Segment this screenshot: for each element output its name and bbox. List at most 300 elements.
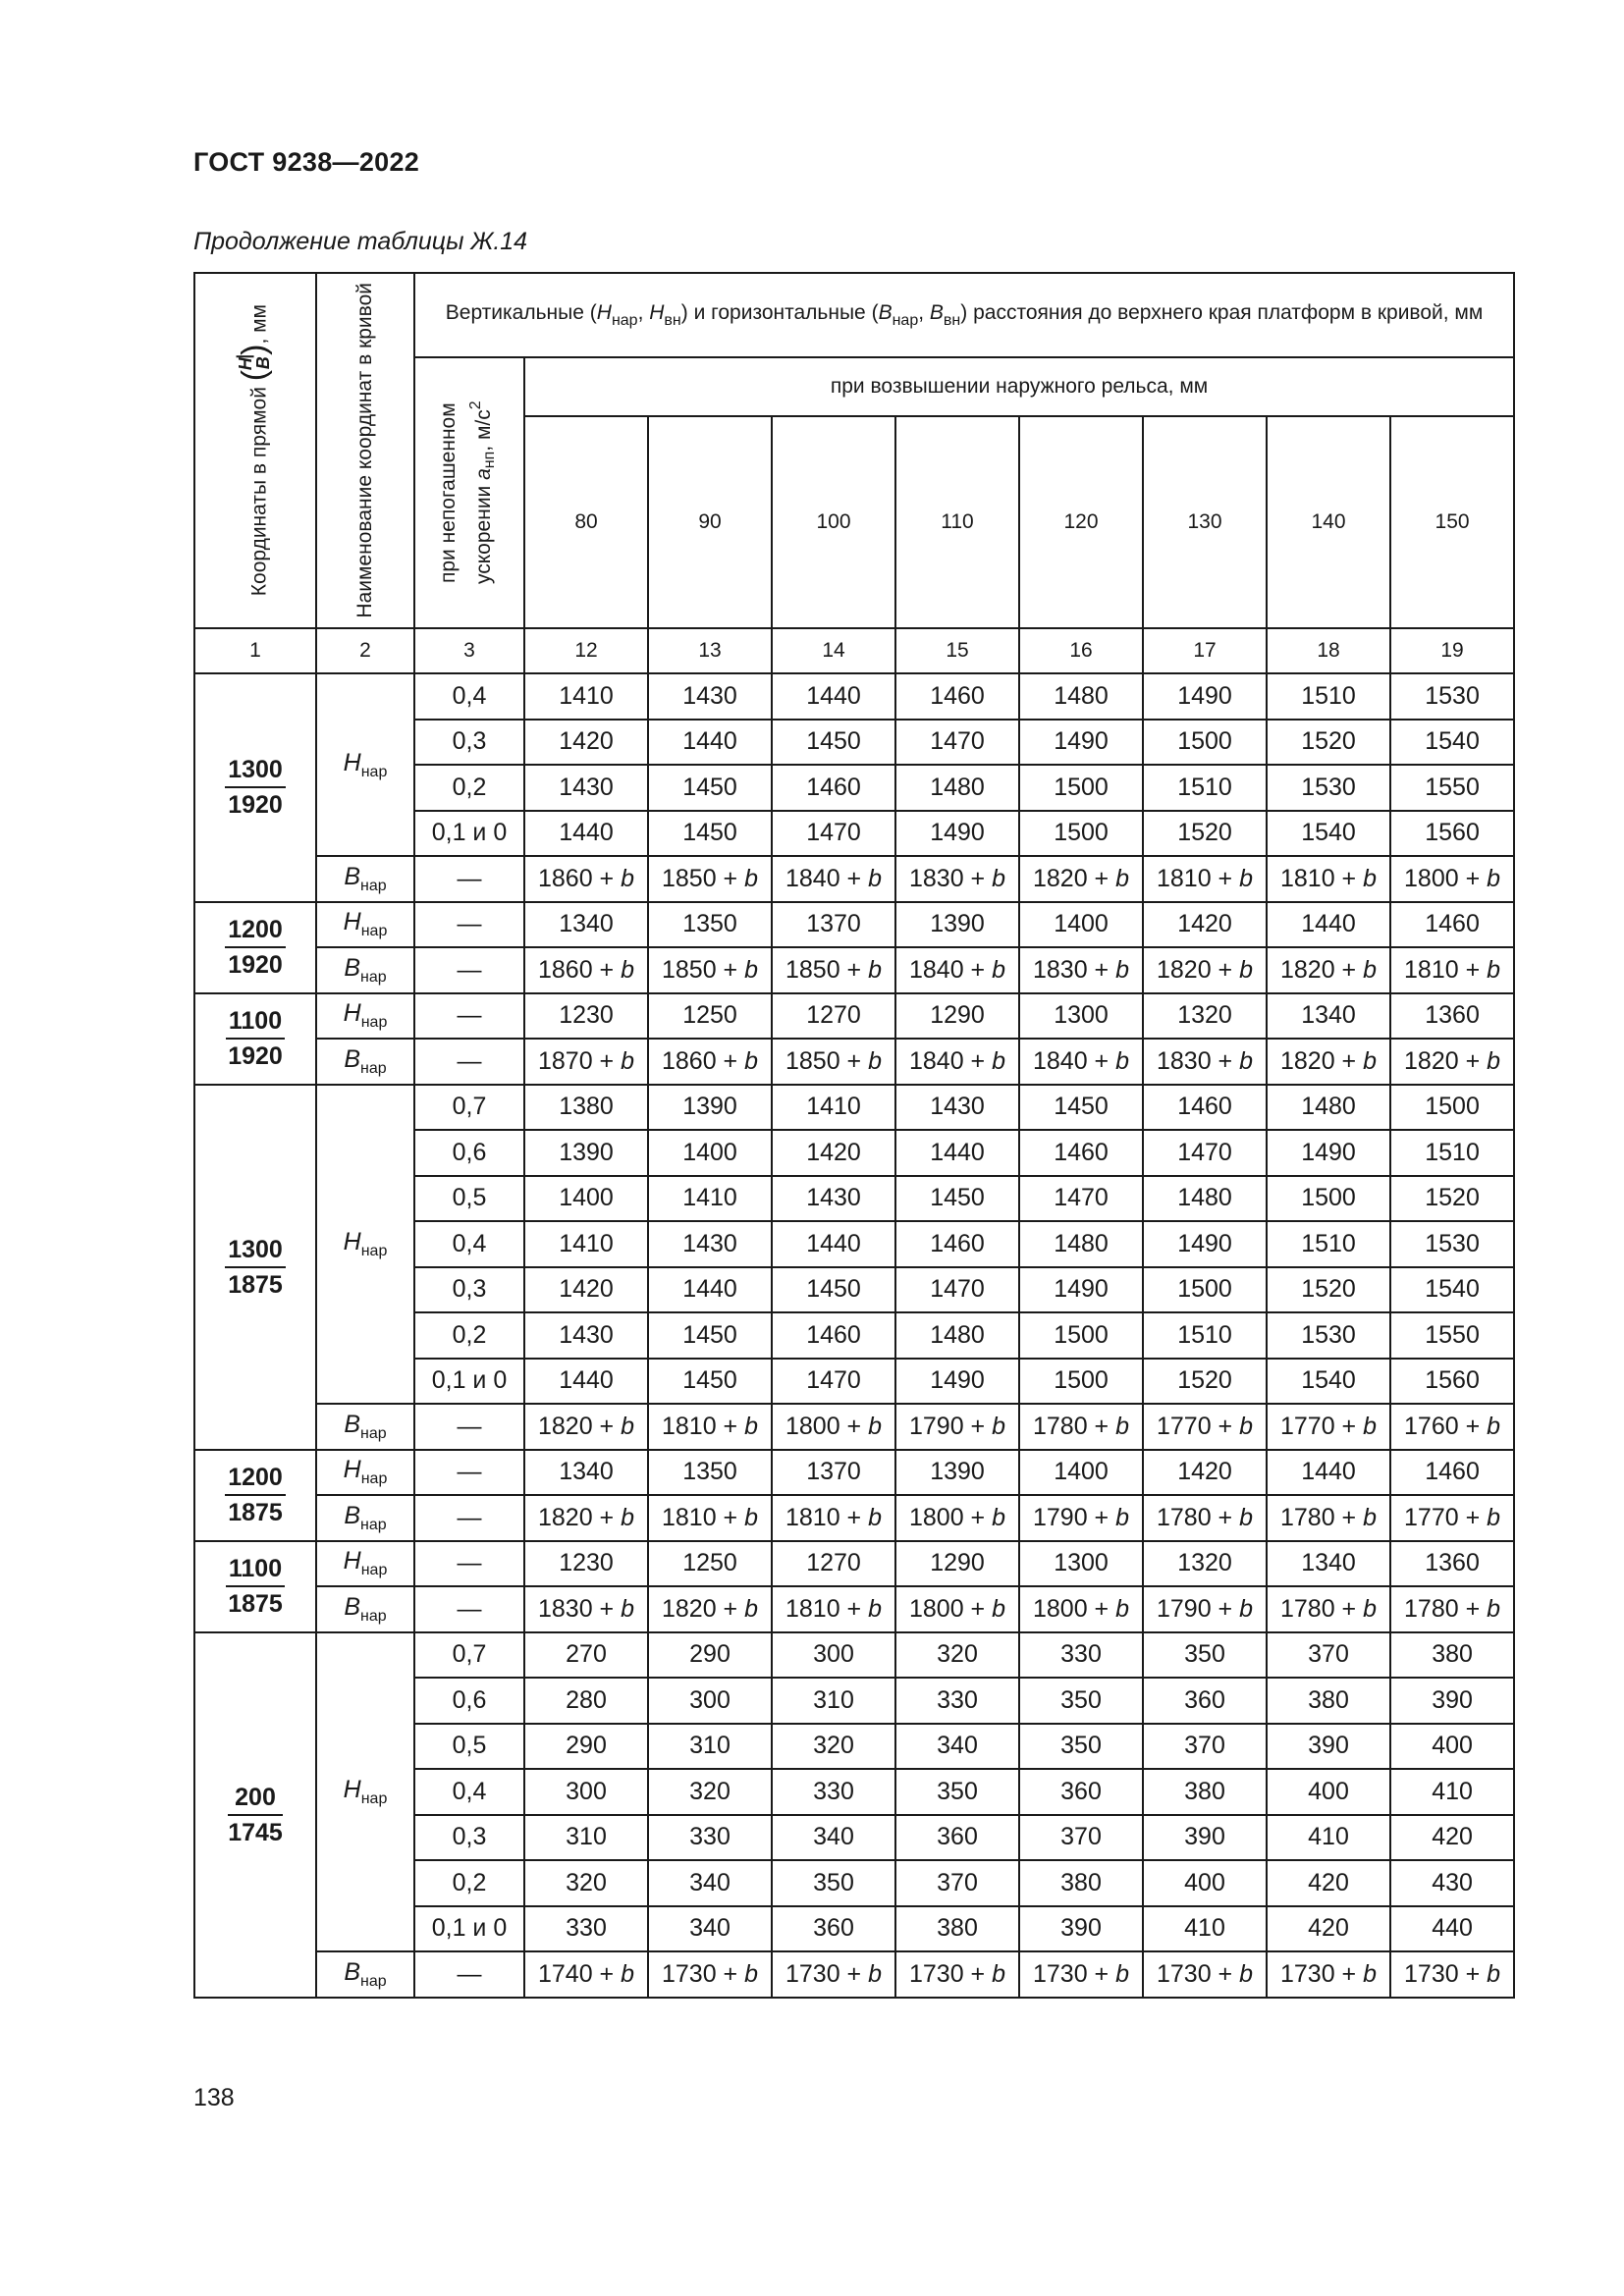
distance-value [1143, 1039, 1267, 1085]
coordinate-subscript: нар [360, 1470, 388, 1488]
distance-value: 1480 [1019, 1221, 1143, 1267]
table-row [194, 902, 1514, 948]
table-row [194, 1085, 1514, 1131]
plus-sign: + [1211, 864, 1240, 892]
b-symbol: b [992, 864, 1006, 892]
distance-base: 1770 [1279, 1412, 1335, 1440]
distance-value: 420 [1390, 1815, 1514, 1861]
distance-value: 1470 [772, 1359, 895, 1405]
distance-base: 1830 [908, 864, 964, 892]
distance-base: 1820 [1279, 955, 1335, 984]
plus-sign: + [963, 1594, 993, 1623]
coordinate-symbol: H [343, 1227, 361, 1255]
acceleration-value: 0,1 и 0 [414, 1359, 524, 1405]
plus-sign: + [963, 955, 993, 984]
coordinate-height: 1100 [226, 1004, 285, 1040]
table-row [194, 856, 1514, 902]
distance-base: 1770 [1404, 1503, 1459, 1531]
distance-value: 1400 [648, 1130, 772, 1176]
distance-value: 330 [895, 1678, 1019, 1724]
distance-base: 1850 [785, 955, 840, 984]
distance-value: 400 [1267, 1769, 1390, 1815]
distance-value: 320 [524, 1860, 648, 1906]
coordinate-straight [194, 902, 316, 993]
distance-base: 1790 [1156, 1594, 1212, 1623]
distance-value: 1470 [1019, 1176, 1143, 1222]
distance-base: 1730 [661, 1959, 717, 1988]
plus-sign: + [1211, 955, 1240, 984]
distance-value [895, 856, 1019, 902]
coordinate-symbol: H [343, 1456, 361, 1484]
distance-value: 350 [772, 1860, 895, 1906]
distance-value: 1450 [1019, 1085, 1143, 1131]
distance-value [1390, 1404, 1514, 1450]
distance-value: 1460 [1143, 1085, 1267, 1131]
coordinate-name-H [316, 1450, 414, 1496]
distance-base: 1850 [661, 864, 717, 892]
coordinate-width: 1875 [228, 1499, 283, 1526]
distance-base: 1770 [1156, 1412, 1212, 1440]
b-symbol: b [621, 1412, 635, 1440]
distance-value: 1510 [1143, 1312, 1267, 1359]
distance-value: 350 [1019, 1678, 1143, 1724]
distance-value: 320 [895, 1632, 1019, 1679]
header-elevation: при возвышении наружного рельса, мм [524, 357, 1514, 416]
coordinate-height: 1300 [225, 753, 286, 788]
distance-value: 1460 [772, 765, 895, 811]
coordinate-width: 1920 [228, 791, 283, 820]
coordinate-name-H [316, 993, 414, 1040]
distance-value [1267, 947, 1390, 993]
distance-value: 1400 [1019, 1450, 1143, 1496]
acceleration-value: — [414, 1586, 524, 1632]
distance-value: 1250 [648, 1541, 772, 1587]
plus-sign: + [1334, 1959, 1364, 1988]
b-symbol: b [1363, 864, 1378, 892]
distance-base: 1730 [1404, 1959, 1459, 1988]
distance-value: 1450 [648, 1359, 772, 1405]
distance-value: 1350 [648, 902, 772, 948]
plus-sign: + [1458, 1503, 1488, 1531]
distance-value: 300 [524, 1769, 648, 1815]
distance-base: 1860 [661, 1046, 717, 1075]
distance-base: 1850 [661, 955, 717, 984]
distance-value: 1500 [1019, 1359, 1143, 1405]
acceleration-value: 0,2 [414, 1312, 524, 1359]
distance-value [895, 1495, 1019, 1541]
distance-value: 1520 [1267, 1267, 1390, 1313]
b-symbol: b [868, 1959, 883, 1988]
acceleration-value: 0,5 [414, 1176, 524, 1222]
distance-value: 1540 [1267, 811, 1390, 857]
coordinate-symbol: B [344, 1592, 361, 1621]
acceleration-value: — [414, 1495, 524, 1541]
distance-value: 1560 [1390, 811, 1514, 857]
b-symbol: b [1487, 1959, 1501, 1988]
distance-value: 1500 [1019, 1312, 1143, 1359]
distance-value: 380 [895, 1906, 1019, 1952]
distance-value: 1390 [524, 1130, 648, 1176]
coordinate-subscript: нар [360, 1516, 387, 1533]
distance-base: 1790 [908, 1412, 964, 1440]
distance-value: 300 [772, 1632, 895, 1679]
distance-value: 330 [1019, 1632, 1143, 1679]
table-row [194, 1450, 1514, 1496]
distance-value [524, 947, 648, 993]
distance-base: 1820 [1156, 955, 1212, 984]
distance-value: 1440 [648, 720, 772, 766]
acceleration-value: 0,4 [414, 673, 524, 720]
distance-value: 1530 [1390, 1221, 1514, 1267]
distance-value [648, 856, 772, 902]
distance-value: 370 [1143, 1724, 1267, 1770]
b-symbol: b [744, 1959, 759, 1988]
distance-base: 1840 [785, 864, 840, 892]
distance-value [1143, 1495, 1267, 1541]
plus-sign: + [963, 1959, 993, 1988]
coordinate-symbol: B [344, 1957, 361, 1986]
distance-value: 300 [648, 1678, 772, 1724]
distance-base: 1810 [1156, 864, 1212, 892]
distance-value: 350 [1143, 1632, 1267, 1679]
distance-value: 370 [895, 1860, 1019, 1906]
plus-sign: + [716, 955, 745, 984]
distance-value: 380 [1143, 1769, 1267, 1815]
coordinate-name-B [316, 1039, 414, 1085]
distance-value [895, 1039, 1019, 1085]
distance-value: 1300 [1019, 1541, 1143, 1587]
distance-value: 360 [1019, 1769, 1143, 1815]
column-number-row [194, 628, 1514, 673]
b-symbol: b [992, 955, 1006, 984]
acceleration-value: 0,4 [414, 1221, 524, 1267]
distance-value: 1520 [1267, 720, 1390, 766]
b-symbol: b [621, 1959, 635, 1988]
b-symbol: b [744, 1503, 759, 1531]
distance-value: 350 [1019, 1724, 1143, 1770]
distance-value: 1460 [1390, 1450, 1514, 1496]
distance-base: 1810 [1404, 955, 1459, 984]
distance-value: 1540 [1390, 720, 1514, 766]
distance-base: 1860 [537, 955, 593, 984]
distance-value: 1530 [1267, 765, 1390, 811]
distance-base: 1800 [908, 1594, 964, 1623]
distance-value: 390 [1267, 1724, 1390, 1770]
coordinate-name-H [316, 1632, 414, 1952]
coordinate-subscript: нар [360, 877, 387, 894]
distance-value: 1420 [772, 1130, 895, 1176]
distance-value: 1490 [1143, 1221, 1267, 1267]
plus-sign: + [592, 1959, 622, 1988]
distance-value: 1410 [648, 1176, 772, 1222]
coordinate-straight [194, 1632, 316, 1998]
b-symbol: b [1115, 955, 1130, 984]
distance-value: 1320 [1143, 1541, 1267, 1587]
distance-value [772, 1586, 895, 1632]
b-symbol: b [1239, 1959, 1254, 1988]
distance-value: 1320 [1143, 993, 1267, 1040]
plus-sign: + [839, 1046, 869, 1075]
distance-value: 320 [772, 1724, 895, 1770]
distance-value: 270 [524, 1632, 648, 1679]
distance-value: 1500 [1267, 1176, 1390, 1222]
distance-base: 1730 [1279, 1959, 1335, 1988]
table-row [194, 1632, 1514, 1679]
acceleration-value: — [414, 1541, 524, 1587]
header-coordinate-name: Наименование координат в кривой [316, 273, 414, 628]
column-number: 13 [648, 628, 772, 673]
plus-sign: + [1334, 1412, 1364, 1440]
coordinate-fraction [228, 1781, 283, 1849]
distance-value: 340 [648, 1906, 772, 1952]
distance-value: 400 [1143, 1860, 1267, 1906]
coordinate-fraction [225, 1461, 286, 1529]
plus-sign: + [592, 1412, 622, 1440]
distance-value: 1490 [1267, 1130, 1390, 1176]
distance-value: 1510 [1267, 673, 1390, 720]
distance-value: 1520 [1143, 811, 1267, 857]
plus-sign: + [839, 1594, 869, 1623]
plus-sign: + [963, 1503, 993, 1531]
distance-value: 1540 [1267, 1359, 1390, 1405]
table-row [194, 1495, 1514, 1541]
column-number: 3 [414, 628, 524, 673]
acceleration-value: 0,2 [414, 1860, 524, 1906]
distance-value [772, 1039, 895, 1085]
coordinate-straight [194, 1450, 316, 1541]
distance-value: 1430 [524, 765, 648, 811]
distance-base: 1840 [908, 955, 964, 984]
coordinate-straight [194, 993, 316, 1085]
distance-value [895, 1951, 1019, 1998]
b-symbol: b [1363, 955, 1378, 984]
coordinate-symbol: H [343, 1775, 361, 1803]
distance-value [524, 1951, 648, 1998]
b-symbol: b [868, 1412, 883, 1440]
distance-value: 1400 [1019, 902, 1143, 948]
distance-value: 1380 [524, 1085, 648, 1131]
table-row [194, 673, 1514, 720]
coordinate-subscript: нар [360, 763, 388, 780]
distance-value [1019, 947, 1143, 993]
distance-value: 1440 [772, 1221, 895, 1267]
distance-value: 1510 [1143, 765, 1267, 811]
header-distances: Вертикальные ($H_{нар}$, $H_{вн}$) и горизонтальные ($B_{нар}$, $B_{вн}$) расстояния до верхнего края платформ в кривой, мм [414, 273, 1514, 357]
distance-base: 1810 [785, 1503, 840, 1531]
coordinate-width: 1875 [228, 1590, 283, 1618]
coordinate-name-H [316, 673, 414, 856]
column-number: 17 [1143, 628, 1267, 673]
distance-value [1143, 1586, 1267, 1632]
distance-base: 1830 [537, 1594, 593, 1623]
b-symbol: b [744, 864, 759, 892]
coordinate-symbol: B [344, 1410, 361, 1438]
distance-value [1390, 1586, 1514, 1632]
distance-value [772, 1951, 895, 1998]
distance-value [1143, 947, 1267, 993]
b-symbol: b [744, 1594, 759, 1623]
distance-value: 290 [524, 1724, 648, 1770]
header-elevation-value: 110 [895, 416, 1019, 628]
distance-value [772, 947, 895, 993]
coordinate-straight [194, 1085, 316, 1450]
distance-base: 1840 [1032, 1046, 1088, 1075]
header-elevation-value: 90 [648, 416, 772, 628]
distance-value: 1460 [895, 1221, 1019, 1267]
coordinate-width: 1875 [228, 1270, 283, 1299]
acceleration-value: 0,3 [414, 1815, 524, 1861]
distance-base: 1830 [1032, 955, 1088, 984]
b-symbol: b [1115, 1412, 1130, 1440]
b-symbol: b [1239, 1412, 1254, 1440]
distance-value: 1450 [772, 720, 895, 766]
plus-sign: + [1211, 1594, 1240, 1623]
distance-base: 1740 [537, 1959, 593, 1988]
distance-value: 1490 [895, 811, 1019, 857]
distance-value: 280 [524, 1678, 648, 1724]
distance-value: 340 [772, 1815, 895, 1861]
acceleration-value: 0,6 [414, 1130, 524, 1176]
plus-sign: + [839, 1503, 869, 1531]
column-number: 16 [1019, 628, 1143, 673]
coordinate-straight [194, 1541, 316, 1632]
distance-value: 1290 [895, 993, 1019, 1040]
acceleration-value: — [414, 1450, 524, 1496]
distance-value [1019, 1404, 1143, 1450]
distance-value [1267, 1039, 1390, 1085]
b-symbol: b [1239, 864, 1254, 892]
coordinate-subscript: нар [360, 1562, 388, 1579]
distance-value [895, 1404, 1019, 1450]
acceleration-value: 0,2 [414, 765, 524, 811]
coordinate-name-H [316, 902, 414, 948]
distance-base: 1730 [1156, 1959, 1212, 1988]
distance-value [524, 856, 648, 902]
distance-value: 1450 [772, 1267, 895, 1313]
coordinate-subscript: нар [360, 923, 388, 940]
distance-base: 1820 [537, 1412, 593, 1440]
column-number: 2 [316, 628, 414, 673]
distance-base: 1810 [661, 1503, 717, 1531]
distance-value: 1500 [1143, 720, 1267, 766]
b-symbol: b [992, 1046, 1006, 1075]
distance-value: 1440 [772, 673, 895, 720]
plus-sign: + [1334, 1503, 1364, 1531]
distance-value [1267, 1404, 1390, 1450]
document-header: ГОСТ 9238—2022 [193, 147, 420, 177]
distance-value: 1480 [895, 765, 1019, 811]
b-symbol: b [1239, 1594, 1254, 1623]
distance-value: 1290 [895, 1541, 1019, 1587]
distance-value: 1440 [524, 811, 648, 857]
distance-value: 1480 [1267, 1085, 1390, 1131]
distance-value: 1460 [772, 1312, 895, 1359]
table-row [194, 1951, 1514, 1998]
distance-value: 420 [1267, 1906, 1390, 1952]
acceleration-value: 0,5 [414, 1724, 524, 1770]
distance-value: 1470 [1143, 1130, 1267, 1176]
b-symbol: b [868, 1503, 883, 1531]
distance-value: 1470 [895, 1267, 1019, 1313]
distance-value [772, 1495, 895, 1541]
table-row [194, 1541, 1514, 1587]
distance-base: 1810 [1279, 864, 1335, 892]
column-number: 15 [895, 628, 1019, 673]
table-row [194, 1404, 1514, 1450]
plus-sign: + [716, 1412, 745, 1440]
b-symbol: b [868, 1046, 883, 1075]
plus-sign: + [1211, 1412, 1240, 1440]
distance-base: 1810 [661, 1412, 717, 1440]
header-coordinates-fraction: H B [236, 356, 274, 371]
distance-value: 380 [1390, 1632, 1514, 1679]
plus-sign: + [592, 1594, 622, 1623]
plus-sign: + [716, 1594, 745, 1623]
distance-value [1390, 1039, 1514, 1085]
plus-sign: + [1334, 1046, 1364, 1075]
distance-base: 1800 [785, 1412, 840, 1440]
coordinate-subscript: нар [360, 1424, 387, 1442]
distance-value: 1460 [895, 673, 1019, 720]
acceleration-value: — [414, 1039, 524, 1085]
plus-sign: + [963, 1046, 993, 1075]
distance-value: 1370 [772, 1450, 895, 1496]
b-symbol: b [1487, 864, 1501, 892]
plus-sign: + [1211, 1959, 1240, 1988]
distance-base: 1780 [1404, 1594, 1459, 1623]
distance-value: 1490 [1019, 720, 1143, 766]
plus-sign: + [839, 864, 869, 892]
distance-value: 310 [524, 1815, 648, 1861]
distance-value [1390, 947, 1514, 993]
table-row [194, 1586, 1514, 1632]
distance-value: 1450 [895, 1176, 1019, 1222]
coordinate-width: 1920 [228, 1042, 283, 1070]
b-symbol: b [621, 1503, 635, 1531]
distance-value: 430 [1390, 1860, 1514, 1906]
distance-value [1019, 1039, 1143, 1085]
distance-value: 1430 [648, 673, 772, 720]
distance-value [1143, 1404, 1267, 1450]
distance-value: 1390 [895, 902, 1019, 948]
coordinate-symbol: H [343, 748, 361, 776]
header-acceleration: при непогашенном ускорении $a_{нп}$, $м/с^2$ [414, 357, 524, 628]
column-number: 14 [772, 628, 895, 673]
distance-value: 1460 [1390, 902, 1514, 948]
coordinate-symbol: B [344, 953, 361, 982]
distance-value: 1270 [772, 993, 895, 1040]
b-symbol: b [621, 1594, 635, 1623]
b-symbol: b [868, 955, 883, 984]
b-symbol: b [992, 1503, 1006, 1531]
distance-value: 1440 [1267, 1450, 1390, 1496]
plus-sign: + [839, 1959, 869, 1988]
coordinate-symbol: B [344, 1044, 361, 1073]
plus-sign: + [1087, 864, 1116, 892]
distance-value: 1500 [1390, 1085, 1514, 1131]
distance-base: 1790 [1032, 1503, 1088, 1531]
distance-value: 1360 [1390, 1541, 1514, 1587]
b-symbol: b [1487, 955, 1501, 984]
coordinate-straight [194, 673, 316, 902]
distance-value [1390, 1951, 1514, 1998]
distance-value [1267, 1586, 1390, 1632]
distance-base: 1730 [785, 1959, 840, 1988]
b-symbol: b [1239, 955, 1254, 984]
distance-value: 360 [895, 1815, 1019, 1861]
distance-value: 1450 [648, 765, 772, 811]
distance-value [895, 1586, 1019, 1632]
